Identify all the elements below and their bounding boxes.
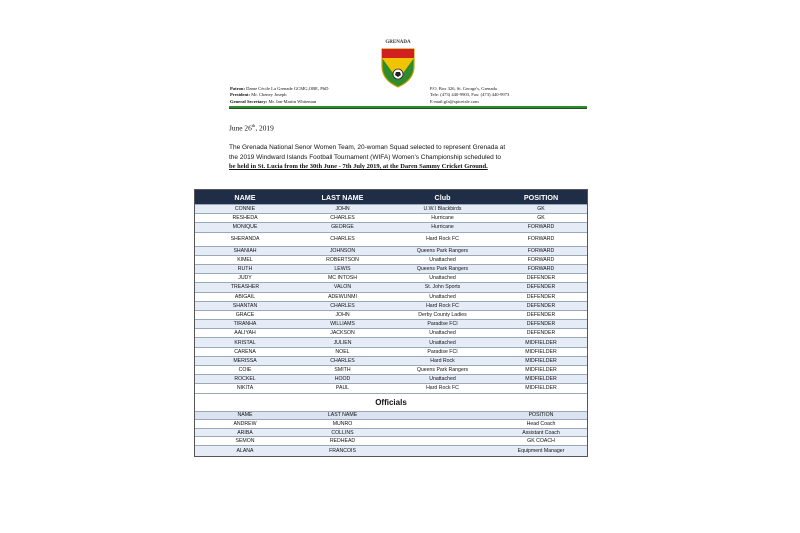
player-first-name: SHERANDA xyxy=(230,236,260,243)
table-row xyxy=(195,214,587,223)
player-last-name: HOOD xyxy=(334,376,351,383)
table-row xyxy=(195,302,587,311)
player-first-name: TIRANHA xyxy=(233,321,257,328)
table-header-row xyxy=(195,190,587,205)
officials-rows xyxy=(195,420,587,456)
player-club: Unattached xyxy=(429,330,456,337)
general-secretary-name: Mr. Ian-Martin Whiteman xyxy=(268,98,317,104)
player-last-name: CHARLES xyxy=(330,357,355,364)
official-position: Equipment Manager xyxy=(517,447,565,454)
player-position: FORWARD xyxy=(527,256,555,263)
table-row xyxy=(195,320,587,329)
player-club: Unattached xyxy=(429,339,456,346)
table-row xyxy=(195,366,587,375)
player-position: MIDFIELDER xyxy=(525,348,557,355)
table-row xyxy=(195,446,587,456)
table-row xyxy=(195,384,587,393)
crest-text: GRENADA xyxy=(385,40,411,45)
table-row xyxy=(195,437,587,446)
president-label: President: xyxy=(230,92,251,98)
player-last-name: CHARLES xyxy=(330,236,355,243)
official-last-name: REDHEAD xyxy=(329,438,356,445)
player-position: MIDFIELDER xyxy=(525,376,557,383)
player-last-name: ADEWUNMI xyxy=(328,293,357,300)
table-row xyxy=(195,283,587,292)
player-first-name: MERISSA xyxy=(233,357,257,364)
player-first-name: TREASHER xyxy=(230,284,260,291)
official-position: GK COACH xyxy=(527,438,555,445)
shield-icon xyxy=(373,40,423,90)
intro-line-3: be held in St. Lucia from the 30th June - 7th July 2019, at the Daren Sammy Cricket Ground. xyxy=(229,163,488,170)
official-last-name: COLLINS xyxy=(331,429,354,436)
player-first-name: ABIGAIL xyxy=(234,293,256,300)
official-last-name: FRANCOIS xyxy=(329,447,356,454)
table-row xyxy=(195,375,587,384)
player-club: Unattached xyxy=(429,376,456,383)
intro-line-1: The Grenada National Senor Women Team, 20-woman Squad selected to represent Grenada at xyxy=(229,144,506,151)
letterhead-officers xyxy=(230,86,430,105)
official-first-name: ALANA xyxy=(236,447,254,454)
player-last-name: PAUL xyxy=(335,385,350,392)
player-position: DEFENDER xyxy=(526,293,556,300)
player-first-name: MONIQUE xyxy=(232,224,258,231)
table-row xyxy=(195,429,587,438)
letter-date xyxy=(229,123,274,132)
player-club: Unattached xyxy=(429,293,456,300)
player-club: Paradise FCI xyxy=(427,348,458,355)
player-last-name: CHARLES xyxy=(330,302,355,309)
player-position: GK xyxy=(537,206,545,213)
player-first-name: CARENA xyxy=(234,348,256,355)
email: E-mail:gfa@spiceisle.com xyxy=(430,98,479,104)
player-last-name: CHARLES xyxy=(330,215,355,222)
player-first-name: RUTH xyxy=(237,266,253,273)
header-club: Club xyxy=(434,192,451,202)
header-last-name: LAST NAME xyxy=(321,192,364,202)
table-row xyxy=(195,338,587,347)
officials-header-name: NAME xyxy=(237,412,253,419)
player-position: DEFENDER xyxy=(526,321,556,328)
player-first-name: SHANIAH xyxy=(233,247,257,254)
player-last-name: JOHNSON xyxy=(329,247,356,254)
table-row xyxy=(195,274,587,283)
player-club: Paradise FCI xyxy=(427,321,458,328)
official-first-name: SEMON xyxy=(235,438,255,445)
player-last-name: VALON xyxy=(333,284,352,291)
header-position: POSITION xyxy=(523,192,559,202)
player-last-name: JACKSON xyxy=(330,330,355,337)
squad-table xyxy=(194,189,588,457)
player-position: DEFENDER xyxy=(526,311,556,318)
player-last-name: JOHN xyxy=(335,206,350,213)
player-first-name: ROCKEL xyxy=(234,376,256,383)
player-position: MIDFIELDER xyxy=(525,367,557,374)
player-club: Hard Rock FC xyxy=(426,236,459,243)
officials-header-row xyxy=(195,412,587,421)
table-row xyxy=(195,233,587,247)
table-row xyxy=(195,223,587,232)
table-row xyxy=(195,357,587,366)
player-club: Queens Park Rangers xyxy=(416,266,469,273)
player-club: Unattached xyxy=(429,275,456,282)
player-last-name: SMITH xyxy=(334,367,351,374)
player-position: FORWARD xyxy=(527,224,555,231)
player-first-name: AALIYAH xyxy=(234,330,256,337)
player-position: MIDFIELDER xyxy=(525,385,557,392)
player-last-name: LEWIS xyxy=(334,266,351,273)
header-name: NAME xyxy=(234,192,256,202)
player-first-name: RESHEDA xyxy=(232,215,258,222)
officials-header-position: POSITION xyxy=(528,412,554,419)
table-row xyxy=(195,420,587,429)
player-position: FORWARD xyxy=(527,266,555,273)
date-day: June 26 xyxy=(229,123,252,133)
player-position: MIDFIELDER xyxy=(525,357,557,364)
date-year: , 2019 xyxy=(255,123,274,133)
table-row xyxy=(195,329,587,338)
player-club: Derby County Ladies xyxy=(418,311,467,318)
letterhead-contact xyxy=(430,86,600,105)
player-position: FORWARD xyxy=(527,236,555,243)
president-name: Mr. Cheney Joseph xyxy=(251,92,287,98)
squad-rows xyxy=(195,205,587,394)
player-club: Unattached xyxy=(429,256,456,263)
player-last-name: JOHN xyxy=(335,311,350,318)
player-club: Hard Rock xyxy=(430,357,455,364)
player-club: Queens Park Rangers xyxy=(416,367,469,374)
table-row xyxy=(195,348,587,357)
official-first-name: ANDREW xyxy=(233,420,257,427)
player-last-name: WILLIAMS xyxy=(330,321,355,328)
player-first-name: CONNIE xyxy=(234,206,256,213)
player-last-name: ROBERTSON xyxy=(326,256,359,263)
table-row xyxy=(195,247,587,256)
player-club: Queens Park Rangers xyxy=(416,247,469,254)
player-position: DEFENDER xyxy=(526,284,556,291)
player-position: FORWARD xyxy=(527,247,555,254)
player-first-name: KRISTAL xyxy=(234,339,256,346)
officials-header-last-name: LAST NAME xyxy=(327,412,358,419)
table-row xyxy=(195,311,587,320)
table-row xyxy=(195,293,587,302)
patron-name: Dame Cécile La Grenade GCMG,OBE, PhD xyxy=(246,86,329,91)
player-club: Hurricane xyxy=(431,215,454,222)
player-club: Hard Rock FC xyxy=(426,302,459,309)
official-position: Assistant Coach xyxy=(522,429,560,436)
table-row xyxy=(195,256,587,265)
general-secretary-label: General Secretary: xyxy=(230,98,268,104)
player-club: Hurricane xyxy=(431,224,454,231)
officials-title: Officials xyxy=(195,394,587,412)
player-club: U.W.I Blackbirds xyxy=(423,206,462,213)
player-last-name: JULIEN xyxy=(333,339,352,346)
player-club: Hard Rock FC xyxy=(426,385,459,392)
intro-paragraph xyxy=(229,143,589,172)
official-first-name: ARIBA xyxy=(237,429,253,436)
player-first-name: COIE xyxy=(238,367,252,374)
letterhead-rule-dark xyxy=(229,108,587,109)
player-first-name: SHANTAN xyxy=(232,302,258,309)
official-position: Head Coach xyxy=(526,420,556,427)
player-first-name: KIMEL xyxy=(237,256,253,263)
player-first-name: GRACE xyxy=(235,311,255,318)
player-last-name: GEORGE xyxy=(331,224,354,231)
intro-line-2: the 2019 Windward Islands Football Tournament (WIFA) Women's Championship scheduled to xyxy=(229,153,501,161)
player-club: St. John Sports xyxy=(424,284,461,291)
player-first-name: NIKITA xyxy=(236,385,254,392)
date-suffix: th xyxy=(251,123,256,128)
table-row xyxy=(195,205,587,214)
gfa-crest-logo xyxy=(373,40,423,90)
player-position: DEFENDER xyxy=(526,302,556,309)
official-last-name: MUNRO xyxy=(332,420,353,427)
table-row xyxy=(195,265,587,274)
player-last-name: MC INTOSH xyxy=(327,275,357,282)
player-first-name: JUDY xyxy=(238,275,252,282)
player-position: DEFENDER xyxy=(526,275,556,282)
player-position: GK xyxy=(537,215,545,222)
player-position: MIDFIELDER xyxy=(525,339,557,346)
patron-label: Patron: xyxy=(230,86,245,91)
player-last-name: NOEL xyxy=(335,348,350,355)
player-position: DEFENDER xyxy=(526,330,556,337)
address: P.O. Box 326, St. George's, Grenada xyxy=(430,86,497,91)
phone-fax: Tele: (473) 440-9903, Fax: (473) 440-9973 xyxy=(430,92,510,98)
